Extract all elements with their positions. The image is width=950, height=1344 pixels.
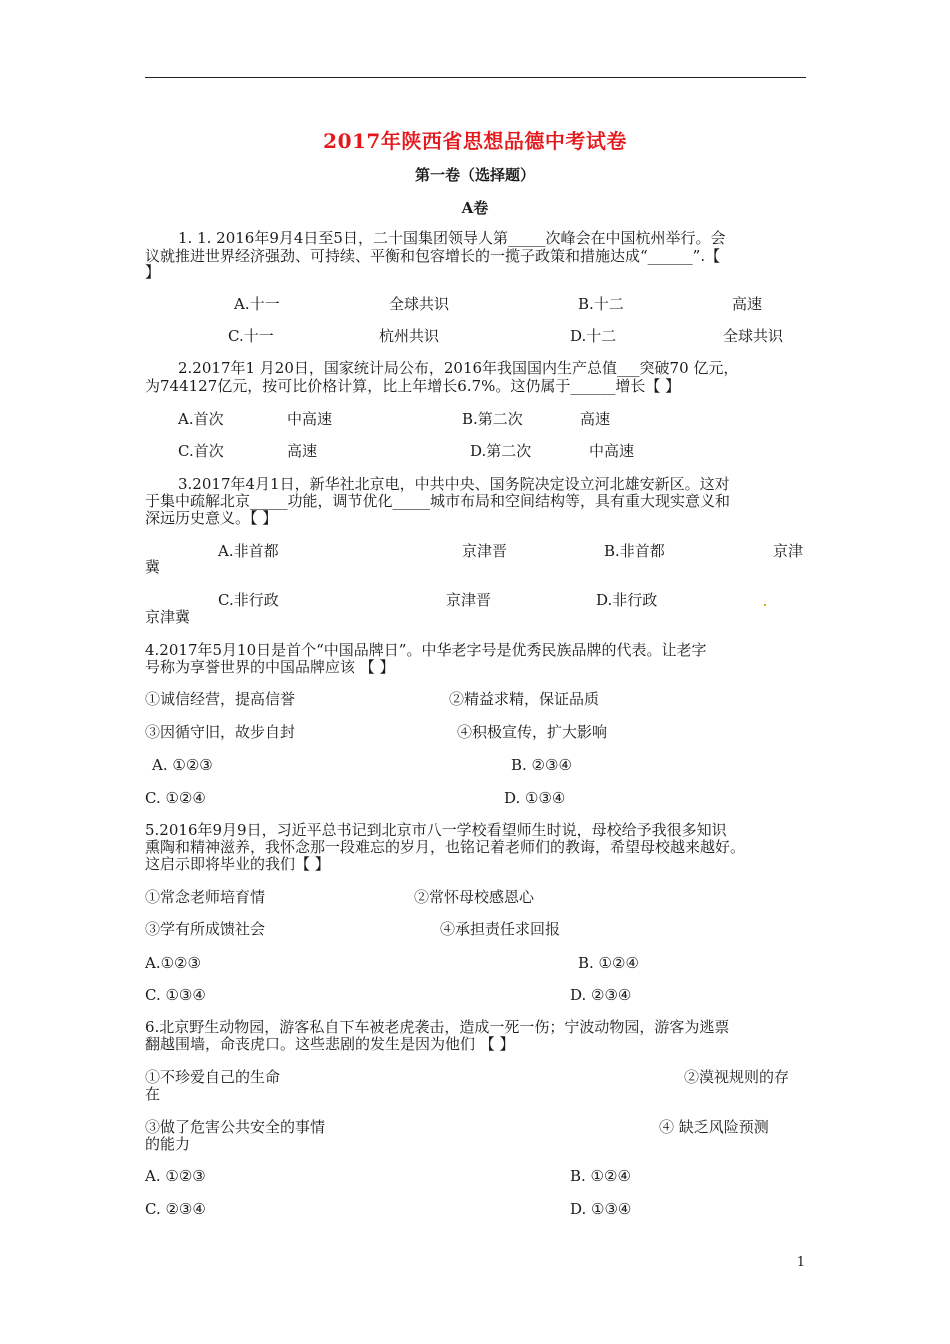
q3-option-d-text: 京津冀	[145, 608, 191, 626]
q5-option-b: B. ①②④	[578, 954, 639, 972]
q5-item-1: ①常念老师培育情	[145, 888, 266, 906]
q5-item-4: ④承担责任求回报	[440, 920, 561, 938]
page-number: 1	[796, 1255, 805, 1270]
q4-stem-line1: 4.2017年5月10日是首个“中国品牌日”。中华老字号是优秀民族品牌的代表。让老字	[145, 641, 707, 659]
q4-item-3: ③因循守旧，故步自封	[145, 723, 296, 741]
q1-option-d: D.十二	[570, 327, 617, 345]
q6-option-d: D. ①③④	[570, 1200, 632, 1218]
stray-mark	[764, 604, 766, 606]
q4-option-c: C. ①②④	[145, 789, 206, 807]
subsection-heading: A卷	[461, 199, 489, 217]
q2-option-b-text: 高速	[580, 410, 611, 428]
q1-stem-line2: 议就推进世界经济强劲、可持续、平衡和包容增长的一揽子政策和措施达成“______”.【	[145, 247, 721, 265]
q3-option-d: D.非行政	[596, 591, 658, 609]
q6-stem-line2: 翻越围墙，命丧虎口。这些悲剧的发生是因为他们 【 】	[145, 1035, 515, 1053]
q1-option-c: C.十一	[228, 327, 274, 345]
q3-option-b-text: 京津	[773, 542, 804, 560]
q4-option-a: A. ①②③	[152, 756, 213, 774]
q2-option-c-text: 高速	[287, 442, 318, 460]
q6-option-c: C. ②③④	[145, 1200, 206, 1218]
q4-item-2: ②精益求精，保证品质	[449, 690, 600, 708]
q3-stem-line3: 深远历史意义。【 】	[145, 509, 278, 527]
q6-option-b: B. ①②④	[570, 1167, 631, 1185]
q5-option-c: C. ①③④	[145, 986, 206, 1004]
q5-option-a: A.①②③	[145, 954, 201, 972]
q3-option-a-text: 京津晋	[462, 542, 508, 560]
q2-stem-line1: 2.2017年1 月20日，国家统计局公布，2016年我国国内生产总值___突破70 亿元，	[178, 359, 739, 377]
q3-stem-line2: 于集中疏解北京_____功能，调节优化_____城市布局和空间结构等，具有重大现实意义和	[145, 492, 731, 510]
q4-option-d: D. ①③④	[504, 789, 566, 807]
q5-stem-line1: 5.2016年9月9日，习近平总书记到北京市八一学校看望师生时说，母校给予我很多知识	[145, 821, 727, 839]
q6-stem-line1: 6.北京野生动物园，游客私自下车被老虎袭击，造成一死一伤；宁波动物园，游客为逃票	[145, 1018, 730, 1036]
q3-stem-line1: 3.2017年4月1日，新华社北京电，中共中央、国务院决定设立河北雄安新区。这对	[178, 475, 730, 493]
q1-option-a-text: 全球共识	[389, 295, 450, 313]
q2-option-a: A.首次	[178, 410, 224, 428]
section-heading: 第一卷（选择题）	[414, 166, 535, 184]
q3-option-c: C.非行政	[218, 591, 279, 609]
q1-option-c-text: 杭州共识	[379, 327, 440, 345]
q6-item-2: ②漠视规则的存	[684, 1068, 790, 1086]
q6-item-4-wrap: 的能力	[145, 1135, 191, 1153]
q5-stem-line3: 这启示即将毕业的我们【 】	[145, 855, 330, 873]
q1-stem-line3: 】	[145, 263, 161, 281]
q4-stem-line2: 号称为享誉世界的中国品牌应该 【 】	[145, 658, 395, 676]
q2-option-b: B.第二次	[462, 410, 523, 428]
q1-option-a: A.十一	[234, 295, 280, 313]
q5-item-2: ②常怀母校感恩心	[414, 888, 535, 906]
q6-option-a: A. ①②③	[145, 1167, 206, 1185]
q4-item-1: ①诚信经营，提高信誉	[145, 690, 296, 708]
q5-option-d: D. ②③④	[570, 986, 632, 1004]
q1-option-d-text: 全球共识	[723, 327, 784, 345]
q1-option-b: B.十二	[578, 295, 624, 313]
q5-stem-line2: 熏陶和精神滋养，我怀念那一段难忘的岁月，也铭记着老师们的教诲，希望母校越来越好。	[145, 838, 746, 856]
q4-item-4: ④积极宣传，扩大影响	[457, 723, 608, 741]
q3-option-b-text-wrap: 冀	[145, 558, 161, 576]
q6-item-1: ①不珍爱自己的生命	[145, 1068, 281, 1086]
q6-item-4: ④ 缺乏风险预测	[659, 1118, 769, 1136]
q2-stem-line2: 为744127亿元，按可比价格计算，比上年增长6.7%。这仍属于______增长【 】	[145, 377, 681, 395]
q1-stem-line1: 1. 1. 2016年9月4日至5日，二十国集团领导人第_____次峰会在中国杭州举行。会	[178, 229, 726, 247]
q3-option-b: B.非首都	[604, 542, 665, 560]
q2-option-d: D.第二次	[470, 442, 532, 460]
q2-option-c: C.首次	[178, 442, 224, 460]
q6-item-2-wrap: 在	[145, 1085, 161, 1103]
q6-item-3: ③做了危害公共安全的事情	[145, 1118, 326, 1136]
q3-option-c-text: 京津晋	[446, 591, 492, 609]
q2-option-a-text: 中高速	[287, 410, 333, 428]
header-rule	[145, 77, 806, 78]
q4-option-b: B. ②③④	[511, 756, 572, 774]
exam-title: 2017年陕西省思想品德中考试卷	[323, 129, 627, 153]
q5-item-3: ③学有所成馈社会	[145, 920, 266, 938]
q2-option-d-text: 中高速	[589, 442, 635, 460]
q1-option-b-text: 高速	[732, 295, 763, 313]
q3-option-a: A.非首都	[218, 542, 279, 560]
